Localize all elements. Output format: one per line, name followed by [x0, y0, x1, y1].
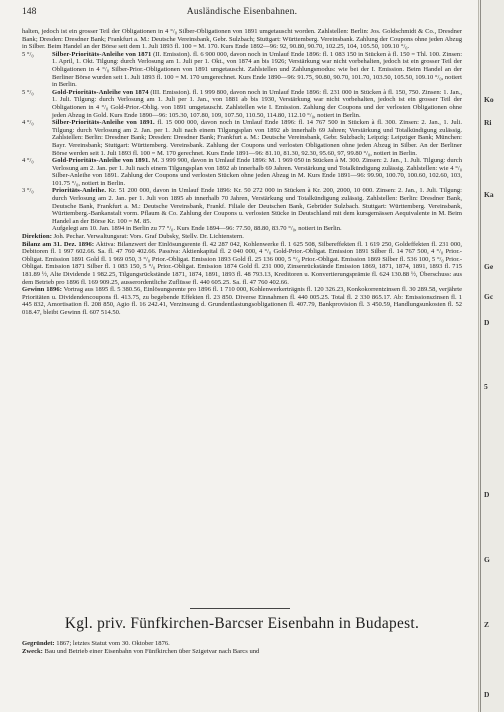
running-title: Ausländische Eisenbahnen. — [186, 6, 298, 17]
interest-rate: 5 °/₀ — [22, 50, 34, 58]
paragraph-heading: Direktion: — [22, 233, 52, 241]
founded-line — [22, 640, 462, 648]
facing-page-fragment: D — [484, 490, 490, 499]
paragraph-text: fl. 15 000 000, davon noch in Umlauf Ende 1896: fl. 14 767 500 in Stücken à fl. 300. Zinsen: 2. Jan., 1. Juli. Tilgung: durch Verlosung am 2. Jan. per 1. Juli nach einem Tilgungsplan von 1892 ab innerhalb 69 Jahren; Verstärkung und Totalkündigung zulässig. Zahlstellen: Berlin: Dresdner Bank; Dresden: Dresdner Bank; Frankfurt a. M.: Deutsche Vereinsbank, Gebr. Sulzbach; Leipzig: Leipziger Bank; München: Bayr. Vereinsbank; Stuttgart: Württemberg. Vereinsbank. Zahlung der Coupons und verlosten Obligationen ohne jeden Abzug in Silber. An der Berliner Börse werden seit 1. Juli 1893 fl. 100 = M. 170 gerechnet. Kurs Ende 1891—96: 81.10, 81.30, 92.30, 95.60, 97, 99.80 °/₀, notiert in Berlin. — [52, 119, 462, 157]
facing-page-fragment: 5 — [484, 382, 488, 391]
paragraph-heading: Gold-Prioritäts-Anleihe von 1891. — [52, 157, 151, 165]
paragraph-heading: Gewinn 1896: — [22, 286, 62, 294]
gutter-line — [480, 0, 481, 712]
paragraph — [22, 28, 462, 51]
page-number: 148 — [22, 6, 37, 17]
paragraph-heading: Bilanz am 31. Dez. 1896: — [22, 240, 95, 248]
purpose-label: Zweck: — [22, 647, 43, 655]
paragraph-heading: Silber-Prioritäts-Anleihe von 1891. — [52, 119, 155, 127]
facing-page-fragment: Gc — [484, 292, 494, 301]
paragraph — [22, 51, 462, 89]
paragraph-heading: Prioritäts-Anleihe. — [52, 187, 107, 195]
facing-page-fragment: G — [484, 555, 490, 564]
paragraph-text: halten, jedoch ist ein grosser Teil der Obligationen in 4 °/₀ Silber-Obligationen von 1891 umgetauscht worden. Zahlstellen: Berlin: Jos. Goldschmidt & Co., Dresdner Bank; Dresden: Dresdner Bank; Frankfurt a. M.: Deutsche Vereinsbank, Gebr. Sulzbach; Stuttgart: Württemberg. Vereinsbank. Zahlung der Coupons ohne jeden Abzug in Silber. Beim Handel an der Börse seit dem 1. Juli 1893 fl. 100 = M. 170. Kurs Ende 1892—96: 92, 90.80, 90.70, 102.25, 104, 105.50, 109.10 °/₀. — [22, 28, 462, 51]
company-title: Kgl. priv. Fünfkirchen-Barcser Eisenbahn in Budapest. — [64, 615, 420, 632]
paragraph — [22, 225, 462, 233]
interest-rate: 3 °/₀ — [22, 187, 34, 195]
facing-page-fragment: D — [484, 690, 490, 699]
paragraph — [22, 286, 462, 316]
company-info — [22, 640, 462, 656]
facing-page-fragment: Ge — [484, 262, 494, 271]
founded-label: Gegründet: — [22, 640, 55, 647]
facing-page-fragment: Z — [484, 620, 490, 629]
paragraph-text: (II. Emission). fl. 6 900 000, davon noch in Umlauf Ende 1896: fl. 1 083 150 in Stücken à fl. 150 = Thl. 100. Zinsen: 1. April, 1. Okt. Tilgung: durch Verlosung am 1. Juli per 1. Okt., von 1874 an bis 1926; Verstärkung war nicht vorbehalten, jedoch ist ein grosser Teil der Obligationen in 4 °/₀ Silber-Prior.-Obligationen von 1891 umgetauscht. Zahlstellen und Zahlungsmodus: wie bei der I. Emission. Beim Handel an der Berliner Börse wurden seit 1. Juli 1893 fl. 100 = M. 170 umgerechnet. Kurs Ende 1890—96: 91.75, 90.80, 90.70, 101.70, 103.50, 105.50, 109.10 °/₀, notiert in Berlin. — [52, 50, 463, 89]
body-text — [22, 28, 462, 317]
paragraph-text: Kr. 51 200 000, davon in Umlauf Ende 1896: Kr. 50 272 000 in Stücken à Kr. 200, 2000, 10 000. Zinsen: 2. Jan., 1. Juli. Tilgung: durch Verlosung am 2. Jan. per 1. Juli von 1895 ab innerhalb 70 Jahren, Verstärkung und Totalkündigung zulässig. Zahlstellen: Berlin: Dresdner Bank, Deutsche Bank, Frankfurt a. M.: Deutsche Vereinsbank, Frankf. Filiale der Deutschen Bank, Gebrüder Sulzbach. Stuttgart: Württemberg. Vereinsbank, Württemberg.-Bankanstalt vorm. Pflaum & Co. Zahlung der Coupons u. verlosten Stücke in Deutschland mit dem kursgemässen Aequivalente in M. Beim Handel an der Börse Kr. 100 = M. 85. — [52, 187, 462, 225]
purpose-text: Bau und Betrieb einer Eisenbahn von Fünfkirchen über Szigetvar nach Barcs und — [44, 647, 260, 655]
interest-rate: 5 °/₀ — [22, 88, 34, 96]
paragraph — [22, 187, 462, 225]
facing-page-fragment: D — [484, 318, 490, 327]
interest-rate: 4 °/₀ — [22, 119, 34, 127]
paragraph — [22, 241, 462, 287]
paragraph — [22, 89, 462, 119]
purpose-line — [22, 648, 462, 656]
paragraph-text: Aufgelegt am 10. Jan. 1894 in Berlin zu 77 °/₀. Kurs Ende 1894—96: 77.50, 88.80, 83.70 °/₀, notiert in Berlin. — [52, 225, 342, 233]
paragraph-heading: Gold-Prioritäts-Anleihe von 1874 — [52, 88, 149, 96]
paragraph — [22, 233, 462, 241]
founded-text: 1867; letztes Statut vom 30. Oktober 1876. — [56, 640, 170, 647]
paragraph — [22, 119, 462, 157]
interest-rate: 4 °/₀ — [22, 157, 34, 165]
paragraph-text: (III. Emission). fl. 1 999 800, davon noch in Umlauf Ende 1896: fl. 231 000 in Stücken à fl. 150, 750. Zinsen: 1. Jan., 1. Juli. Tilgung: durch Verlosung am 1. Juli per 1. Jan., von 1881 ab bis 1930, Verstärkung war nicht vorbehalten, jedoch ist ein grosser Teil der Obligationen in 4 °/₀ Gold-Prior.-Oblig. von 1891 umgetauscht. Zahlstellen wie I. Emission. Zahlung der Coupons und der verlosten Obligationen ohne jeden Abzug in Gold. Kurs Ende 1890—96: 105.30, 107.80, 109, 107.50, 110.50, 114.80, 112.10 °/₀, notiert in Berlin. — [52, 88, 462, 119]
paragraph — [22, 157, 462, 187]
paragraph-text: Joh. Pechar. Verwaltungsrat: Vors. Graf Dubsky, Stellv. Dr. Lichtenstern. — [53, 233, 244, 241]
adjacent-page-edge — [478, 0, 504, 712]
facing-page-fragment: Ri — [484, 118, 492, 127]
facing-page-fragment: Ko — [484, 95, 494, 104]
facing-page-fragment: Ka — [484, 190, 494, 199]
paragraph-heading: Silber-Prioritäts-Anleihe von 1871 — [52, 50, 152, 58]
section-divider — [190, 608, 290, 609]
paragraph-text: Vortrag aus 1895 fl. 5 380.56, Einlösungsrente pro 1896 fl. 1 710 000, Kohlenwerkerträgnis fl. 120 326.23, Konkokorrentzinsen fl. 30 289.58, verjährte Prioritäten u. Dividendencoupons fl. 413.75, zu begebende Effekten fl. 23 850. Diverse Einnahmen fl. 440 005.25. Total fl. 2 330 865.17. Ab: Emissionszinsen fl. 1 445 832, Amortisation fl. 208 850, Agio fl. 16 242.41, Verzinsung d. Grundentlastungsobligationen fl. 407.79, Bankprovision fl. 3 450.59, Handlungsunkosten fl. 52 018.47, bleibt Gewinn fl. 607 514.50. — [22, 286, 462, 316]
paragraph-text: Aktiva: Bilanzwert der Einlösungsrente fl. 42 287 042, Kohlenwerke fl. 1 625 508, Silbereffekten fl. 1 619 250, Goldeffekten fl. 231 000, Debitoren fl. 1 997 602.66. Sa. fl. 47 760 402.66. Passiva: Aktienkapital fl. 2 040 000, 4 °/₀ Gold-Prior.-Obligat. Emission 1891 Silber fl. 14 767 500, 4 °/₀ Prior.-Obligat. Emission 1891 Gold fl. 1 969 050, 3 °/₀ Prior.-Obligat. Emission 1893 Gold fl. 25 136 000, 5 °/₀ Prior.-Obligat. Emission 1869 Silber fl. 536 100, 5 °/₀ Prior.-Obligat. Emission 1871 Silber fl. 1 083 150, 5 °/₀ Prior.-Obligat. Emission 1874 Gold fl. 231 000, Zinsenrückstände Emission 1869, 1871, 1874, 1891, 1893 fl. 715 181.89 ½, Alte Dividende 1 982.25, Tilgungsrückstände 1871, 1874, 1891, 1893 fl. 48 793.13, Kreditoren u. Konvertierungsprämie fl. 624 130.88 ½, Überschuss: aus dem Betrieb pro 1896 fl. 169 909.25, ausserordentliche Zuflüsse fl. 440 605.25. Sa. fl. 47 760 402.66. — [22, 240, 462, 286]
paragraph-text: M. 3 999 900, davon in Umlauf Ende 1896: M. 1 969 050 in Stücken à M. 300. Zinsen: 2. Jan., 1. Juli. Tilgung: durch Verlosung am 2. Jan. per 1. Juli nach einem Tilgungsplan von 1892 ab innerhalb 69 Jahren. Verstärkung und Totalkündigung zulässig. Zahlstellen: wie 4 °/₀ Silber-Anleihe von 1891. Zahlung der Coupons und verlosten Stücken ohne jeden Abzug in M. Kurs Ende 1891—96: 99.90, 100.70, 100.60, 102.60, 103, 101.75 °/₀, notiert in Berlin. — [52, 157, 462, 187]
